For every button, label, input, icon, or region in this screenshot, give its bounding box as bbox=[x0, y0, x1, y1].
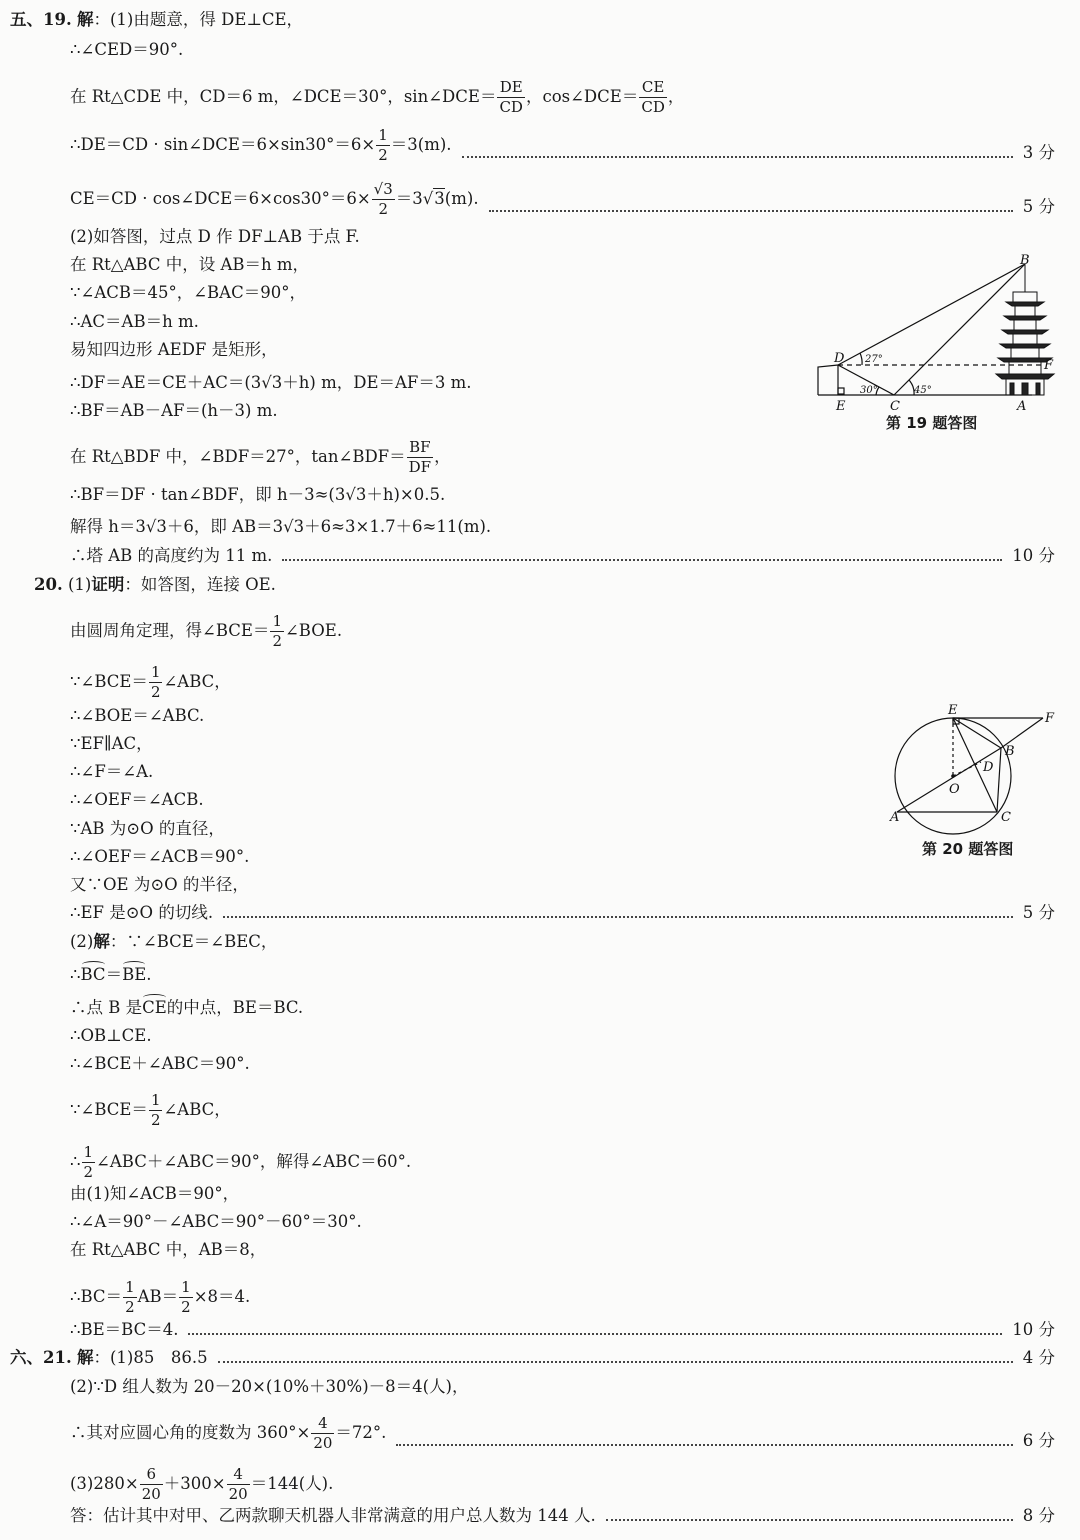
p19-line-10: 易知四边形 AEDF 是矩形， bbox=[70, 340, 278, 359]
score-6: 6 分 bbox=[1022, 1431, 1055, 1450]
score-3: 3 分 bbox=[1022, 143, 1055, 162]
p20-line-9: ∴∠OEF＝∠ACB＝90°. bbox=[70, 847, 250, 866]
line-db bbox=[838, 264, 1025, 365]
score-4: 4 分 bbox=[1022, 1348, 1055, 1367]
p20-line-4: ∴∠BOE＝∠ABC. bbox=[70, 706, 205, 725]
figure-19-caption: 第 19 题答图 bbox=[886, 414, 978, 432]
p20-line-3: ∵∠BCE＝ $\frac{1}{2}$ ∠ABC， bbox=[70, 663, 231, 701]
p21-line-4: (3)280× $\frac{6}{20}$ ＋300× $\frac{4}{20}$ ＝144(人). bbox=[70, 1465, 334, 1503]
p19-line-7: 在 Rt△ABC 中，设 AB＝h m， bbox=[70, 255, 310, 274]
label-angle-30: 30° bbox=[860, 385, 878, 396]
score-10: 10 分 bbox=[1012, 1320, 1055, 1339]
fraction-one-half: $\frac{1}{2}$ bbox=[150, 663, 161, 701]
label-f: F bbox=[1045, 711, 1055, 726]
p19-line-16: ∴塔 AB 的高度约为 11 m. 10 分 bbox=[70, 546, 1055, 565]
leader-dots bbox=[606, 1519, 1013, 1521]
p20-line-5: ∵EF∥AC， bbox=[70, 734, 153, 753]
label-angle-45: 45° bbox=[914, 385, 932, 396]
p21-line-2: (2)∵D 组人数为 20－20×(10%＋30%)－8＝4(人)， bbox=[70, 1377, 469, 1396]
label-c: C bbox=[890, 399, 900, 414]
p20-line-16: ∴∠BCE＋∠ABC＝90°. bbox=[70, 1054, 250, 1073]
p20-line-14: ∴点 B 是CE的中点，BE＝BC. bbox=[70, 998, 304, 1017]
p19-line-13: 在 Rt△BDF 中，∠BDF＝27°，tan∠BDF＝ $\frac{BF}{DF}$ ， bbox=[70, 438, 451, 476]
p19-number: 五、19. bbox=[10, 10, 72, 29]
p20-line-8: ∵AB 为⊙O 的直径， bbox=[70, 819, 225, 838]
arc-bc: BC bbox=[80, 965, 106, 984]
label-a: A bbox=[890, 810, 900, 825]
label-b: B bbox=[1020, 253, 1030, 268]
leader-dots bbox=[223, 916, 1013, 918]
p20-line-21: 在 Rt△ABC 中，AB＝8， bbox=[70, 1240, 267, 1259]
label-o: O bbox=[949, 782, 960, 797]
line-ab bbox=[897, 748, 1001, 812]
p20-line-11: ∴EF 是⊙O 的切线. 5 分 bbox=[70, 903, 1055, 922]
arc-ce: CE bbox=[142, 998, 167, 1017]
fraction-one-half: $\frac{1}{2}$ bbox=[378, 126, 388, 164]
fraction-4-over-20: $\frac{4}{20}$ bbox=[313, 1414, 333, 1452]
p20-line-17: ∵∠BCE＝ $\frac{1}{2}$ ∠ABC， bbox=[70, 1091, 231, 1129]
p19-line-4: ∴DE＝CD · sin∠DCE＝6×sin30°＝6× $\frac{1}{2}$ ＝3(m). 3 分 bbox=[70, 126, 1055, 164]
figure-20-circle-diagram bbox=[885, 700, 1065, 835]
fraction-one-half: $\frac{1}{2}$ bbox=[272, 612, 282, 650]
label-a: A bbox=[1017, 399, 1027, 414]
label-e: E bbox=[948, 703, 958, 718]
p20-line-23: ∴BE＝BC＝4. 10 分 bbox=[70, 1320, 1055, 1339]
score-5: 5 分 bbox=[1022, 903, 1055, 922]
leader-dots bbox=[489, 210, 1013, 212]
p19-line-5: CE＝CD · cos∠DCE＝6×cos30°＝6× $\frac{√3}{2}$ ＝3√3(m). 5 分 bbox=[70, 180, 1055, 218]
fraction-one-half: $\frac{1}{2}$ bbox=[83, 1143, 94, 1181]
label-b: B bbox=[1005, 744, 1015, 759]
p19-jie: 解 bbox=[76, 10, 94, 29]
p19-line-11: ∴DF＝AE＝CE＋AC＝(3√3＋h) m，DE＝AF＝3 m. bbox=[70, 373, 472, 392]
p19-line-14: ∴BF＝DF · tan∠BDF，即 h－3≈(3√3＋h)×0.5. bbox=[70, 485, 446, 504]
fraction-ce-cd: $\frac{CE}{CD}$ bbox=[641, 78, 665, 116]
p21-line-5: 答：估计其中对甲、乙两款聊天机器人非常满意的用户总人数为 144 人. 8 分 bbox=[70, 1506, 1055, 1525]
p20-line-20: ∴∠A＝90°－∠ABC＝90°－60°＝30°. bbox=[70, 1212, 362, 1231]
label-c: C bbox=[1001, 810, 1011, 825]
label-e: E bbox=[836, 399, 846, 414]
p20-line-2: 由圆周角定理，得∠BCE＝ $\frac{1}{2}$ ∠BOE. bbox=[70, 612, 343, 650]
line-bc bbox=[997, 748, 1001, 812]
building-edge bbox=[818, 365, 838, 395]
p20-number: 20. bbox=[34, 575, 63, 594]
label-d: D bbox=[834, 351, 845, 366]
p19-line-12: ∴BF＝AB－AF＝(h－3) m. bbox=[70, 401, 278, 420]
angle-arc-27 bbox=[860, 353, 862, 365]
p20-line-12: (2)解：∵∠BCE＝∠BEC， bbox=[70, 932, 278, 951]
arc-be: BE bbox=[122, 965, 147, 984]
p19-line-15: 解得 h＝3√3＋6，即 AB＝3√3＋6≈3×1.7＋6≈11(m). bbox=[70, 517, 492, 536]
leader-dots bbox=[462, 156, 1013, 158]
p20-line-19: 由(1)知∠ACB＝90°， bbox=[70, 1184, 240, 1203]
p21-line-1: 六、21. 解：(1)85 86.5 4 分 bbox=[10, 1348, 1055, 1367]
fraction-bf-df: $\frac{BF}{DF}$ bbox=[408, 438, 432, 476]
figure-20-caption: 第 20 题答图 bbox=[922, 840, 1014, 858]
p19-line-9: ∴AC＝AB＝h m. bbox=[70, 312, 199, 331]
label-angle-27: 27° bbox=[865, 354, 883, 365]
leader-dots bbox=[396, 1444, 1012, 1446]
label-d: D bbox=[983, 760, 994, 775]
score-5: 5 分 bbox=[1022, 197, 1055, 216]
p20-line-15: ∴OB⊥CE. bbox=[70, 1026, 152, 1045]
p20-line-18: ∴ $\frac{1}{2}$ ∠ABC＋∠ABC＝90°，解得∠ABC＝60°. bbox=[70, 1143, 412, 1181]
p19-line-1: 五、19. 解：(1)由题意，得 DE⊥CE， bbox=[10, 10, 304, 29]
fraction-one-half: $\frac{1}{2}$ bbox=[125, 1278, 135, 1316]
p19-line-2: ∴∠CED＝90°. bbox=[70, 40, 184, 59]
center-point-o bbox=[951, 774, 955, 778]
p20-line-22: ∴BC＝ $\frac{1}{2}$ AB＝ $\frac{1}{2}$ ×8＝4. bbox=[70, 1278, 251, 1316]
label-f: F bbox=[1044, 358, 1054, 373]
p19-line-3: 在 Rt△CDE 中，CD＝6 m，∠DCE＝30°，sin∠DCE＝ $\frac{DE}{CD}$ ，cos∠DCE＝ $\frac{CE}{CD}$ ， bbox=[70, 78, 685, 116]
p20-line-13: ∴BC＝BE. bbox=[70, 965, 152, 984]
fraction-de-cd: $\frac{DE}{CD}$ bbox=[499, 78, 523, 116]
fraction-sqrt3-over-2: $\frac{√3}{2}$ bbox=[373, 180, 393, 218]
p20-line-1: 20. (1)证明：如答图，连接 OE. bbox=[34, 575, 276, 594]
p21-number: 六、21. bbox=[10, 1348, 72, 1367]
fraction-one-half: $\frac{1}{2}$ bbox=[150, 1091, 161, 1129]
p19-line-8: ∵∠ACB＝45°，∠BAC＝90°， bbox=[70, 283, 306, 302]
p21-line-3: ∴其对应圆心角的度数为 360°× $\frac{4}{20}$ ＝72°. 6 分 bbox=[70, 1414, 1055, 1452]
figure-19-pagoda-diagram bbox=[810, 252, 1070, 422]
p20-line-7: ∴∠OEF＝∠ACB. bbox=[70, 790, 204, 809]
fraction-6-over-20: $\frac{6}{20}$ bbox=[141, 1465, 161, 1503]
leader-dots bbox=[218, 1361, 1013, 1363]
fraction-4-over-20: $\frac{4}{20}$ bbox=[228, 1465, 248, 1503]
score-10: 10 分 bbox=[1012, 546, 1055, 565]
right-angle-mark-e bbox=[838, 388, 844, 394]
leader-dots bbox=[188, 1333, 1002, 1335]
score-8: 8 分 bbox=[1022, 1506, 1055, 1525]
p19-line-6: (2)如答图，过点 D 作 DF⊥AB 于点 F. bbox=[70, 227, 360, 246]
p20-line-6: ∴∠F＝∠A. bbox=[70, 762, 154, 781]
fraction-one-half: $\frac{1}{2}$ bbox=[181, 1278, 191, 1316]
p20-line-10: 又∵OE 为⊙O 的半径， bbox=[70, 875, 249, 894]
leader-dots bbox=[282, 559, 1002, 561]
